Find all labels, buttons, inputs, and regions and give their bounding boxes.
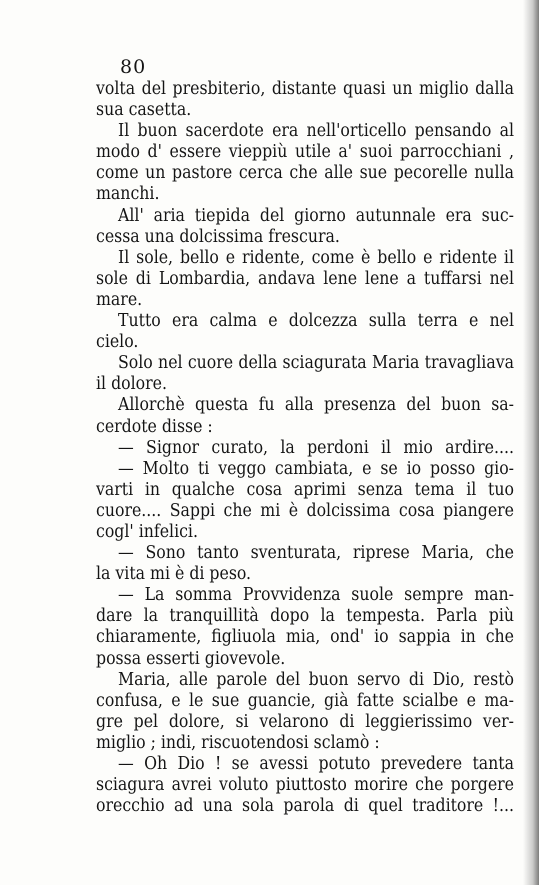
text-line: cessa una dolcissima frescura. bbox=[96, 226, 340, 247]
text-line: mare. bbox=[96, 289, 143, 310]
text-line: possa esserti giovevole. bbox=[96, 648, 286, 669]
text-line: cielo. bbox=[96, 332, 139, 353]
text-line: chiaramente, figliuola mia, ond' io sappia in che bbox=[96, 627, 514, 648]
text-line: dare la tranquillità dopo la tempesta. Parla più bbox=[96, 606, 514, 627]
page-edge-shadow bbox=[523, 0, 539, 885]
text-line: Maria, alle parole del buon servo di Dio, restò bbox=[118, 669, 514, 690]
text-line: All' aria tiepida del giorno autunnale era suc- bbox=[118, 205, 514, 226]
text-line: modo d' essere vieppiù utile a' suoi parrocchiani , bbox=[96, 142, 514, 163]
text-line: — La somma Provvidenza suole sempre man- bbox=[118, 585, 514, 606]
text-line: Il sole, bello e ridente, come è bello e ridente il bbox=[118, 247, 514, 268]
text-line: cogl' infelici. bbox=[96, 521, 198, 542]
text-block bbox=[96, 79, 514, 817]
text-line: cuore.... Sappi che mi è dolcissima cosa piangere bbox=[96, 500, 514, 521]
page-number: 80 bbox=[120, 56, 147, 78]
text-line: cerdote disse : bbox=[96, 416, 213, 437]
text-line: Solo nel cuore della sciagurata Maria travagliava bbox=[118, 353, 514, 374]
text-line: Tutto era calma e dolcezza sulla terra e nel bbox=[118, 311, 514, 332]
text-line: la vita mi è di peso. bbox=[96, 564, 252, 585]
text-line: gre pel dolore, si velarono di leggierissimo ver- bbox=[96, 711, 514, 732]
text-line: il dolore. bbox=[96, 374, 167, 395]
text-line: miglio ; indi, riscuotendosi sclamò : bbox=[96, 732, 380, 753]
text-line: volta del presbiterio, distante quasi un miglio dalla bbox=[96, 79, 514, 99]
text-line: confusa, e le sue guancie, già fatte scialbe e ma- bbox=[96, 690, 514, 711]
text-line: sua casetta. bbox=[96, 100, 192, 121]
text-line: — Molto ti veggo cambiata, e se io posso gio- bbox=[118, 458, 514, 479]
text-line: Il buon sacerdote era nell'orticello pensando al bbox=[118, 121, 514, 142]
text-line: — Sono tanto sventurata, riprese Maria, che bbox=[118, 543, 514, 564]
text-line: Allorchè questa fu alla presenza del buon sa- bbox=[118, 395, 514, 416]
text-line: come un pastore cerca che alle sue pecorelle nulla bbox=[96, 163, 514, 184]
text-line: sciagura avrei voluto piuttosto morire che porgere bbox=[96, 775, 514, 796]
text-line: orecchio ad una sola parola di quel traditore !... bbox=[96, 796, 514, 817]
text-line: sole di Lombardia, andava lene lene a tuffarsi nel bbox=[96, 268, 514, 289]
text-line: — Signor curato, la perdoni il mio ardire.... bbox=[118, 437, 514, 458]
text-line: varti in qualche cosa aprimi senza tema il tuo bbox=[96, 479, 514, 500]
text-line: — Oh Dio ! se avessi potuto prevedere tanta bbox=[118, 754, 514, 774]
text-line: manchi. bbox=[96, 184, 160, 205]
